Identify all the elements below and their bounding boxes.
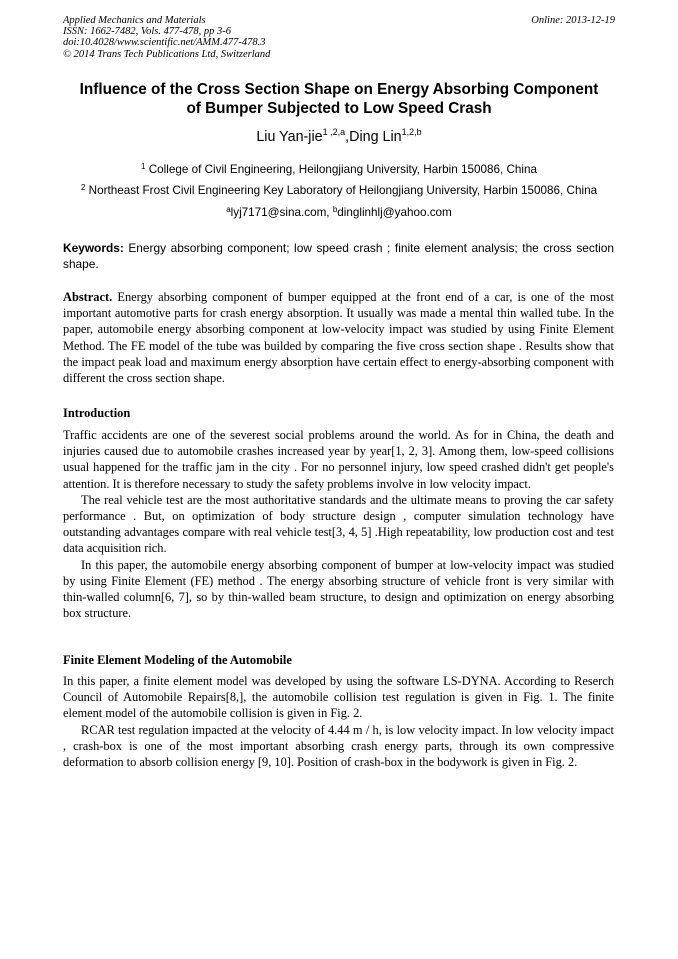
keywords-label: Keywords: [63, 241, 124, 255]
online-date: Online: 2013-12-19 [531, 15, 615, 26]
author-line [60, 128, 618, 146]
author-2: Ding Lin [349, 129, 402, 145]
email-line [60, 206, 618, 220]
doi-line: doi:10.4028/www.scientific.net/AMM.477-478.3 [63, 37, 266, 49]
email-b-marker: b [332, 205, 338, 214]
copyright-line: © 2014 Trans Tech Publications Ltd, Switzerland [63, 48, 271, 60]
intro-paragraph-3: In this paper, the automobile energy absorbing component of bumper at low-velocity impact was studied by using Finite Element (FE) method . The energy absorbing structure of vehicle front is very similar with thin-walled column[6, 7], so by thin-walled beam structure, to design and optimization on energy absorbing box structure. [63, 557, 614, 621]
author-1-affil: 1 ,2,a [322, 127, 346, 137]
section-heading-introduction: Introduction [63, 406, 131, 420]
intro-paragraph-2: The real vehicle test are the most authoritative standards and the ultimate means to proving the car safety performance . But, on optimization of body structure design , computer simulation technology have outstanding advantages compare with real vehicle test[3, 4, 5] .High repeatability, low production cost and test data acquisition rich. [63, 492, 614, 556]
issn-line: ISSN: 1662-7482, Vols. 477-478, pp 3-6 [63, 26, 231, 38]
affiliation-2 [60, 184, 618, 198]
author-2-affil: 1,2,b [401, 127, 422, 137]
affiliation-2-text: Northeast Frost Civil Engineering Key Laboratory of Heilongjiang University, Harbin 150086, China [85, 184, 598, 197]
keywords-block [63, 240, 614, 272]
email-b: dinglinhlj@yahoo.com [337, 206, 452, 219]
abstract-block [63, 289, 614, 386]
email-a: lyj7171@sina.com, [230, 206, 333, 219]
fe-paragraph-1: In this paper, a finite element model was developed by using the software LS-DYNA. According to Reserch Council of Automobile Repairs[8,], the automobile collision test regulation is given in Fig. 1. The finite element model of the automobile collision is given in Fig. 2. [63, 674, 614, 721]
journal-name: Applied Mechanics and Materials [63, 15, 206, 26]
affiliation-2-marker: 2 [80, 183, 86, 192]
introduction-body [63, 427, 614, 621]
paper-title [60, 80, 618, 118]
affiliation-1 [60, 163, 618, 177]
email-a-marker: a [226, 205, 231, 214]
keywords-text: Energy absorbing component; low speed crash ; finite element analysis; the cross section shape. [63, 241, 614, 271]
fe-paragraph-2: RCAR test regulation impacted at the velocity of 4.44 m / h, is low velocity impact. In low velocity impact , crash-box is one of the most important absorbing crash energy parts, through its own compressive deformation to absorb collision energy [9, 10]. Position of crash-box in the bodywork is given in Fig. 2. [63, 722, 614, 770]
section-heading-fe-modeling: Finite Element Modeling of the Automobile [63, 653, 292, 667]
affiliation-1-marker: 1 [141, 162, 146, 171]
journal-header [63, 15, 270, 60]
author-separator: , [345, 129, 350, 145]
abstract-text: Energy absorbing component of bumper equipped at the front end of a car, is one of the most important automotive parts for crash energy absorption. It usually was made a mental thin walled tube. In the paper, automobile energy absorbing component at low-velocity impact was studied by using Finite Element Method. The FE model of the tube was builded by comparing the five cross section shape . Results show that the impact peak load and maximum energy absorption have certain effect to energy-absorbing component with different the cross section shape. [63, 290, 614, 386]
author-1: Liu Yan-jie [256, 129, 323, 145]
affiliation-1-text: College of Civil Engineering, Heilongjiang University, Harbin 150086, China [145, 163, 537, 176]
title-line-2: of Bumper Subjected to Low Speed Crash [186, 100, 492, 117]
abstract-label: Abstract. [63, 290, 113, 304]
intro-paragraph-1: Traffic accidents are one of the severest social problems around the world. As for in China, the death and injuries caused due to automobile crashes increased year by year[1, 2, 3]. Among them, low-speed collisions usual happened for the traffic jam in the city . For no personnel injury, low speed crashed didn't get people's attention. It is therefore necessary to study the safety problems involve in low velocity impact. [63, 428, 614, 491]
fe-modeling-body [63, 673, 614, 770]
title-line-1: Influence of the Cross Section Shape on Energy Absorbing Component [79, 81, 599, 98]
